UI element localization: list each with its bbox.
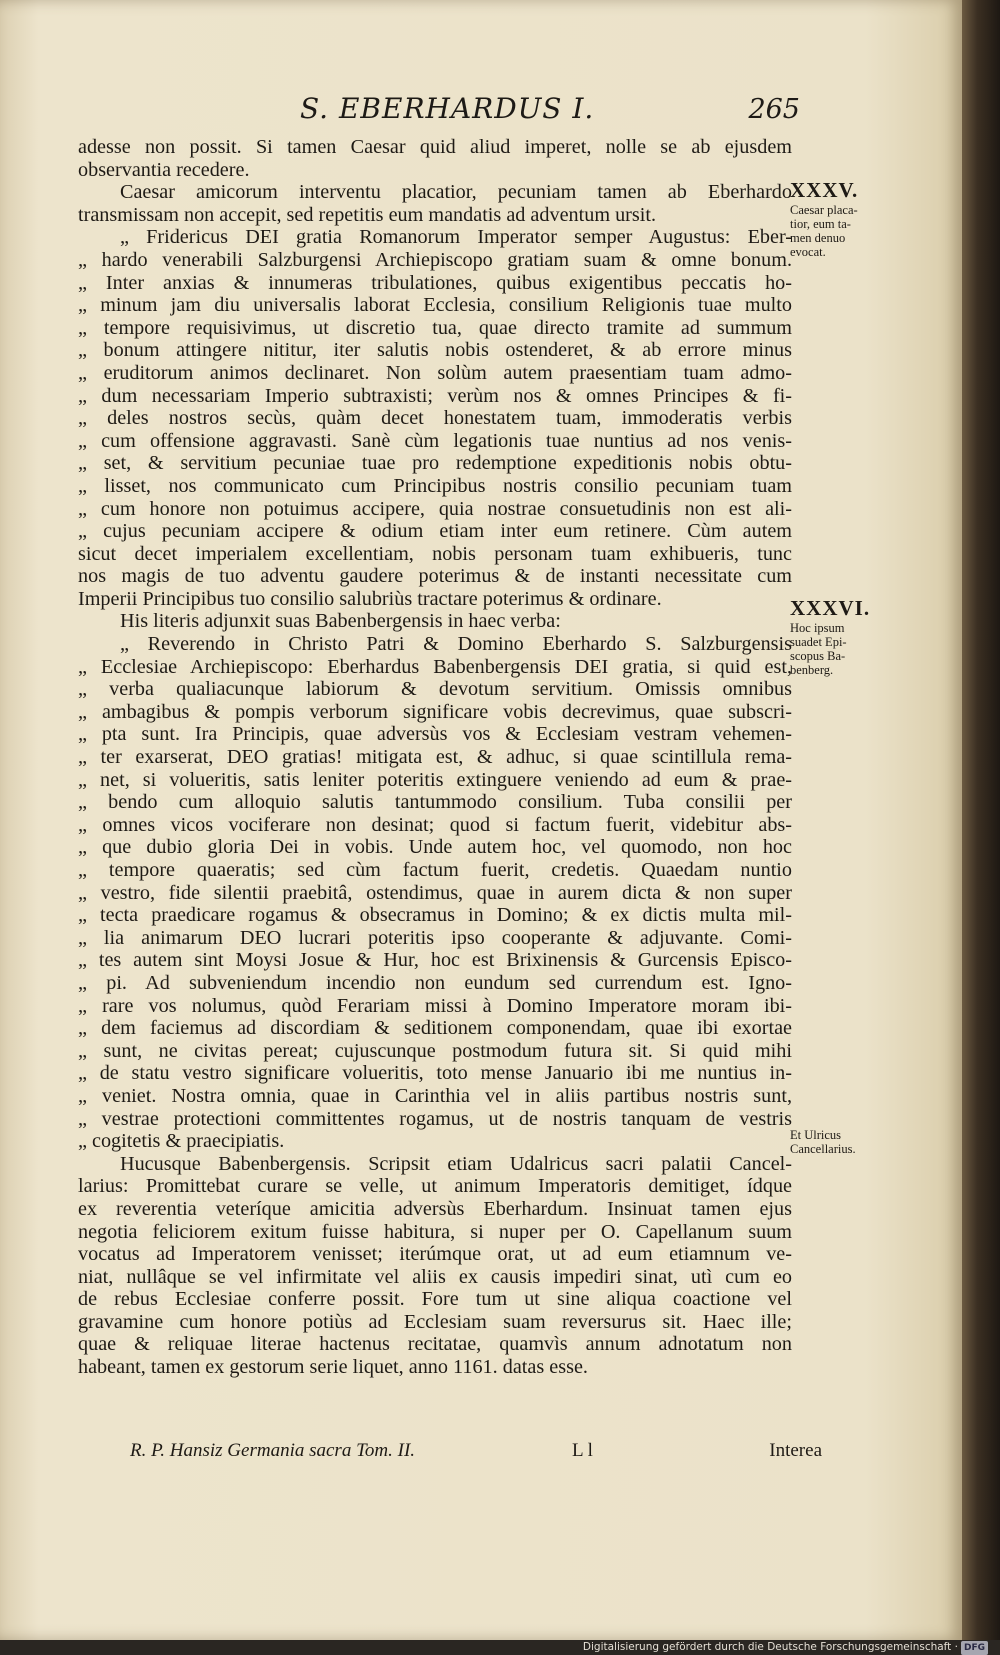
catchword: Interea — [769, 1440, 822, 1461]
text-line: His literis adjunxit suas Babenbergensis in haec verba: — [120, 610, 561, 633]
text-line: „ tes autem sint Moysi Josue & Hur, hoc est Brixinensis & Gurcensis Episco- — [78, 949, 792, 972]
text-line: ex reverentia veteríque amicitia adversùs Eberhardum. Insinuat tamen ejus — [78, 1197, 792, 1220]
margin-note-text: Caesar placa- tior, eum ta- men denuo evocat. — [790, 203, 858, 259]
text-line: „ tempore quaeratis; sed cùm factum fuerit, credetis. Quaedam nuntio — [78, 859, 792, 881]
text-line: „ tecta praedicare rogamus & obsecramus in Domino; & ex dictis multa mil- — [78, 904, 792, 927]
text-line: negotia feliciorem exitum fuisse habitura, si nuper per O. Capellanum suum — [78, 1220, 792, 1243]
text-line: de rebus Ecclesiae conferre possit. Fore tum ut sine aliqua coactione vel — [78, 1288, 792, 1311]
main-text — [78, 136, 792, 1379]
text-line: „ ter exarserat, DEO gratias! mitigata est, & adhuc, si quae scintillula rema- — [78, 746, 792, 769]
text-line: sicut decet imperialem excellentiam, nobis personam tuam exhibueris, tunc — [78, 542, 792, 565]
credit-text: Digitalisierung gefördert durch die Deutsche Forschungsgemeinschaft · — [582, 1641, 958, 1653]
text-line: „ bonum attingere nititur, iter salutis nobis ostenderet, & ab errore minus — [78, 339, 792, 362]
page-header — [80, 92, 800, 128]
text-line: „ rare vos nolumus, quòd Ferariam missi à Domino Imperatore moram ibi- — [78, 994, 792, 1017]
dfg-logo-icon: DFG — [961, 1641, 988, 1655]
margin-note-text: Et Ulricus Cancellarius. — [790, 1128, 856, 1156]
text-line: „ set, & servitium pecuniae tuae pro redemptione expeditionis nobis obtu- — [78, 452, 792, 475]
text-line: „ pi. Ad subveniendum incendio non eundum sed currendum est. Igno- — [78, 971, 792, 994]
book-spine — [962, 0, 1000, 1640]
text-line: „ lia animarum DEO lucrari poteritis ipso cooperante & adjuvante. Comi- — [78, 926, 792, 949]
text-line: „ bendo cum alloquio salutis tantummodo consilium. Tuba consilii per — [78, 791, 792, 814]
text-line: „ cogitetis & praecipiatis. — [78, 1130, 285, 1153]
text-line: „ vestrae protectioni committentes rogamus, ut de nostris tanquam de vestris — [78, 1107, 792, 1130]
text-line: vocatus ad Imperatorem venisset; iterúmque orat, ut ad eum etiamnum ve- — [78, 1243, 792, 1266]
margin-note-35 — [790, 178, 872, 259]
text-line: „ veniet. Nostra omnia, quae in Carinthia vel in aliis partibus nostris sunt, — [78, 1084, 792, 1107]
text-line: Caesar amicorum interventu placatior, pecuniam tamen ab Eberhardo — [120, 181, 792, 204]
text-line: nos magis de tuo adventu gaudere poterimus & de instanti necessitate cum — [78, 565, 792, 588]
text-line: „ Inter anxias & innumeras tribulationes, quibus exigentibus peccatis ho- — [78, 271, 792, 294]
text-line: „ hardo venerabili Salzburgensi Archiepiscopo gratiam suam & omne bonum. — [78, 248, 792, 271]
text-line: „ Reverendo in Christo Patri & Domino Eberhardo S. Salzburgensis — [120, 633, 792, 656]
page-footer — [80, 1440, 822, 1470]
text-line: „ verba qualiacunque labiorum & devotum servitium. Omissis omnibus — [78, 678, 792, 701]
text-line: „ net, si volueritis, satis leniter poteritis extinguere veniendo ad eum & prae- — [78, 768, 792, 791]
text-line: „ de statu vestro significare volueritis, toto mense Januario ibi me nuntius in- — [78, 1062, 792, 1085]
text-line: „ ambagibus & pompis verborum significare vobis decrevimus, quae subscri- — [78, 700, 792, 723]
margin-note-36 — [790, 596, 872, 677]
text-line: „ tempore requisivimus, ut discretio tua, quae directo tramite ad summum — [78, 316, 792, 339]
text-line: „ cum offensione aggravasti. Sanè cùm legationis tuae nuntius ad nos venis- — [78, 429, 792, 452]
text-line: quae & reliquae literae hactenus recitatae, quamvìs annum adnotatum non — [78, 1333, 792, 1356]
section-number: XXXVI. — [790, 596, 871, 620]
text-line: „ dum necessariam Imperio subtraxisti; verùm nos & omnes Principes & fi- — [78, 384, 792, 407]
text-line: „ cujus pecuniam accipere & odium etiam inter eum retinere. Cùm autem — [78, 520, 792, 543]
text-line: adesse non possit. Si tamen Caesar quid aliud imperet, nolle se ab ejusdem — [78, 136, 792, 158]
text-line: „ Ecclesiae Archiepiscopo: Eberhardus Babenbergensis DEI gratia, si quid est, — [78, 655, 792, 678]
text-line: observantia recedere. — [78, 158, 250, 181]
text-line: „ sunt, ne civitas pereat; cujuscunque postmodum futura sit. Si quid mihi — [78, 1039, 792, 1062]
digitization-credit — [579, 1640, 992, 1654]
text-line: „ que dubio gloria Dei in vobis. Unde autem hoc, vel quomodo, non hoc — [78, 836, 792, 859]
text-line: „ pta sunt. Ira Principis, quae adversùs vos & Ecclesiam vestram vehemen- — [78, 723, 792, 746]
margin-note-ulricus — [790, 1128, 872, 1156]
text-line: „ deles nostros secùs, quàm decet honestatem tuam, immoderatis verbis — [78, 407, 792, 430]
margin-note-text: Hoc ipsum suadet Epi- scopus Ba- benberg. — [790, 621, 847, 677]
text-line: niat, nullâque se vel infirmitate vel aliis ex causis impediri sinat, utì cum eo — [78, 1265, 792, 1288]
signature-mark: L l — [572, 1440, 593, 1461]
section-number: XXXV. — [790, 178, 859, 202]
text-line: Imperii Principibus tuo consilio salubriùs tractare poterimus & ordinare. — [78, 587, 662, 610]
running-head: S. EBERHARDUS I. — [300, 92, 595, 125]
text-line: „ minum jam diu universalis laborat Ecclesia, consilium Religionis tuae multo — [78, 294, 792, 317]
page-number: 265 — [748, 94, 800, 125]
text-line: transmissam non accepit, sed repetitis eum mandatis ad adventum ursit. — [78, 203, 657, 226]
text-line: habeant, tamen ex gestorum serie liquet, anno 1161. datas esse. — [78, 1356, 588, 1379]
text-line: larius: Promittebat curare se velle, ut animum Imperatoris demitiget, ídque — [78, 1175, 792, 1198]
footer-source: R. P. Hansiz Germania sacra Tom. II. — [130, 1440, 416, 1461]
text-line: „ dem faciemus ad discordiam & seditionem componendam, quae ibi exortae — [78, 1017, 792, 1040]
text-line: Hucusque Babenbergensis. Scripsit etiam Udalricus sacri palatii Cancel- — [120, 1152, 792, 1175]
text-line: „ lisset, nos communicato cum Principibus nostris consilio pecuniam tuam — [78, 474, 792, 497]
text-line: „ vestro, fide silentii praebitâ, ostendimus, quae in aurem dicta & non super — [78, 881, 792, 904]
text-line: gravamine cum honore potiùs ad Ecclesiam suam reversurus sit. Haec ille; — [78, 1310, 792, 1333]
text-line: „ cum honore non potuimus accipere, quia nostrae consuetudinis non est ali- — [78, 497, 792, 520]
text-line: „ omnes vicos vociferare non desinat; quod si factum fuerit, videbitur abs- — [78, 813, 792, 836]
text-line: „ Fridericus DEI gratia Romanorum Imperator semper Augustus: Eber- — [120, 226, 792, 249]
text-line: „ eruditorum animos declinaret. Non solùm autem praesentiam tuam admo- — [78, 361, 792, 384]
